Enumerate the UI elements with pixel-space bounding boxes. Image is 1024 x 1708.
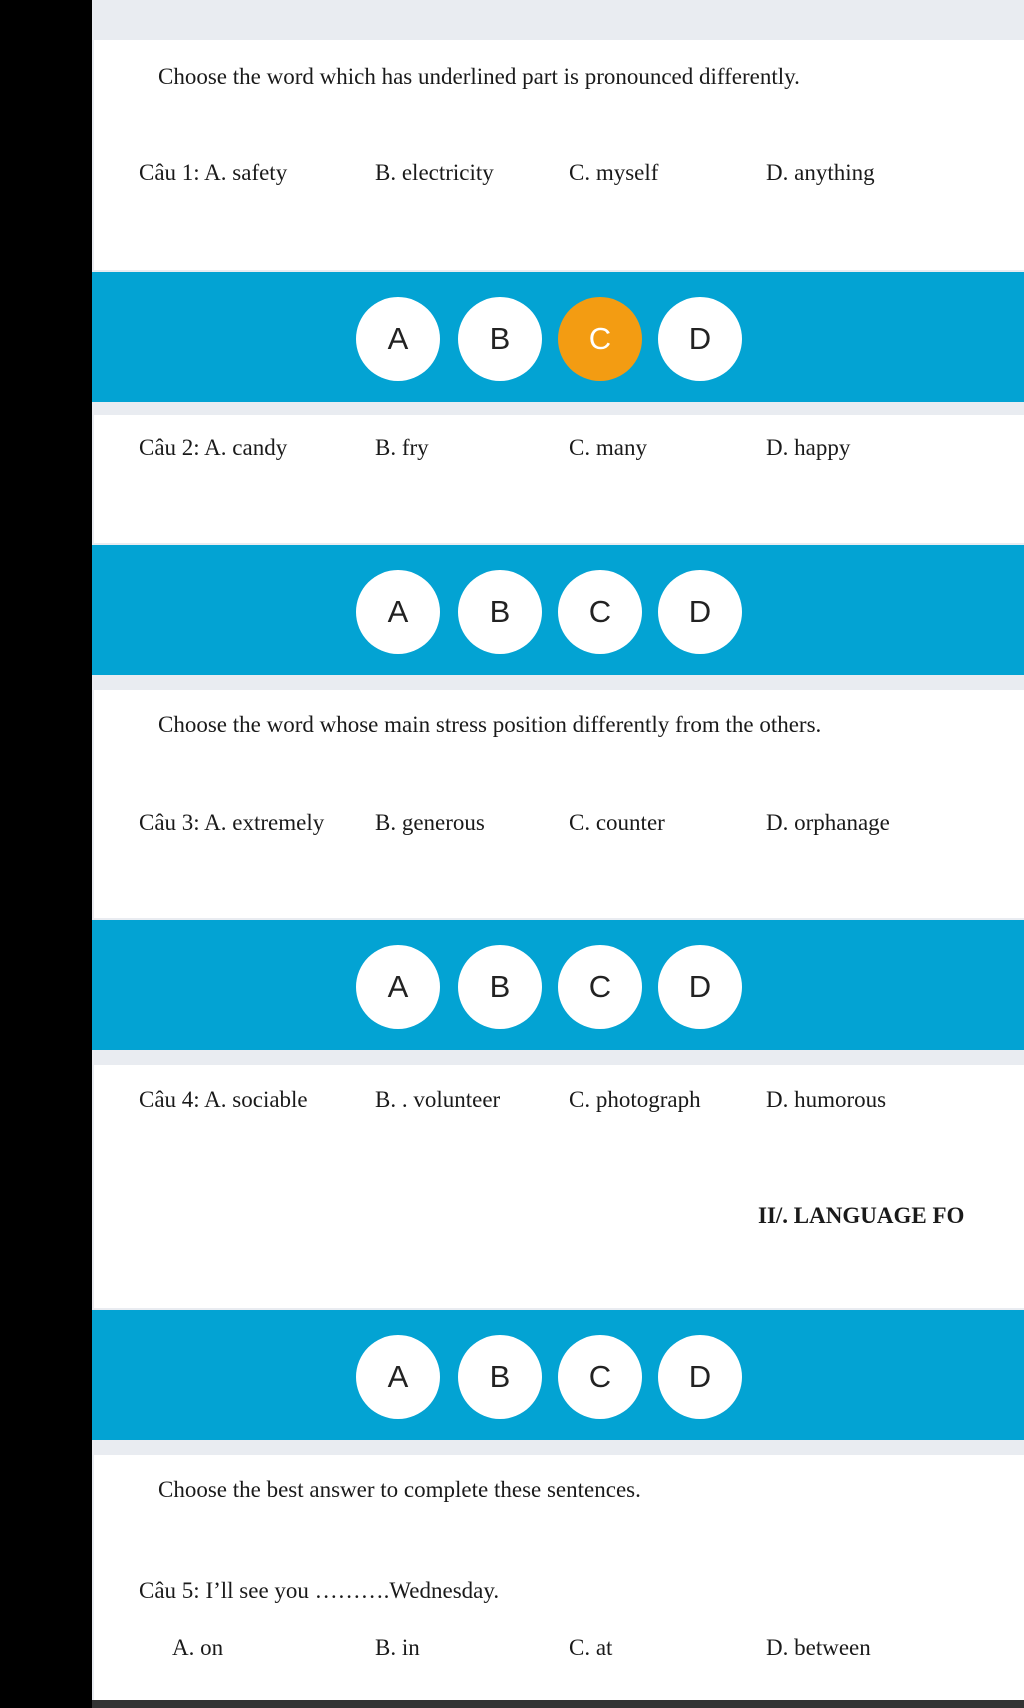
question-5-option-d: D. between — [766, 1635, 871, 1660]
question-4-option-c: C. photograph — [569, 1087, 701, 1112]
section-instruction: Choose the word which has underlined part is pronounced differently. — [158, 64, 800, 89]
question-5-option-b: B. in — [375, 1635, 420, 1660]
answer-2-choice-c[interactable]: C — [558, 570, 642, 654]
bottom-edge — [92, 1700, 1024, 1708]
question-4-label: Câu 4: A. sociable — [139, 1087, 308, 1112]
answer-3-choice-a[interactable]: A — [356, 945, 440, 1029]
question-3-option-c: C. counter — [569, 810, 665, 835]
answer-2-choice-b[interactable]: B — [458, 570, 542, 654]
answer-3-choice-d[interactable]: D — [658, 945, 742, 1029]
quiz-content — [92, 0, 1024, 1700]
question-4-option-d: D. humorous — [766, 1087, 887, 1112]
question-2-option-c: C. many — [569, 435, 647, 460]
question-1-option-c: C. myself — [569, 160, 659, 185]
part-heading: II/. LANGUAGE FO — [758, 1203, 965, 1228]
answer-2-choice-a[interactable]: A — [356, 570, 440, 654]
question-2-label: Câu 2: A. candy — [139, 435, 288, 460]
answer-1-choice-d[interactable]: D — [658, 297, 742, 381]
question-3-label: Câu 3: A. extremely — [139, 810, 325, 835]
question-panel-1 — [94, 40, 1024, 270]
question-3-option-b: B. generous — [375, 810, 485, 835]
answer-1-choice-c[interactable]: C — [558, 297, 642, 381]
question-5-label: Câu 5: I’ll see you ……….Wednesday. — [139, 1578, 500, 1603]
answer-3-choice-b[interactable]: B — [458, 945, 542, 1029]
answer-band-1 — [92, 272, 1024, 402]
answer-band-2 — [92, 545, 1024, 675]
answer-4-choice-b[interactable]: B — [458, 1335, 542, 1419]
question-1-option-d: D. anything — [766, 160, 875, 185]
answer-4-choice-d[interactable]: D — [658, 1335, 742, 1419]
question-5-option-c: C. at — [569, 1635, 613, 1660]
answer-band-4 — [92, 1310, 1024, 1440]
question-panel-2 — [94, 415, 1024, 543]
answer-1-choice-a[interactable]: A — [356, 297, 440, 381]
answer-4-choice-c[interactable]: C — [558, 1335, 642, 1419]
question-panel-3 — [94, 690, 1024, 918]
question-4-option-b: B. . volunteer — [375, 1087, 501, 1112]
question-1-option-b: B. electricity — [375, 160, 494, 185]
question-1-label: Câu 1: A. safety — [139, 160, 288, 185]
question-5-option-a: A. on — [172, 1635, 224, 1660]
answer-4-choice-a[interactable]: A — [356, 1335, 440, 1419]
section-instruction-3: Choose the best answer to complete these sentences. — [158, 1477, 641, 1502]
question-panel-5 — [94, 1455, 1024, 1700]
answer-2-choice-d[interactable]: D — [658, 570, 742, 654]
question-3-option-d: D. orphanage — [766, 810, 890, 835]
question-panel-4 — [94, 1065, 1024, 1308]
answer-band-3 — [92, 920, 1024, 1050]
question-2-option-d: D. happy — [766, 435, 851, 460]
question-2-option-b: B. fry — [375, 435, 429, 460]
section-instruction-2: Choose the word whose main stress position differently from the others. — [158, 712, 822, 737]
answer-3-choice-c[interactable]: C — [558, 945, 642, 1029]
answer-1-choice-b[interactable]: B — [458, 297, 542, 381]
